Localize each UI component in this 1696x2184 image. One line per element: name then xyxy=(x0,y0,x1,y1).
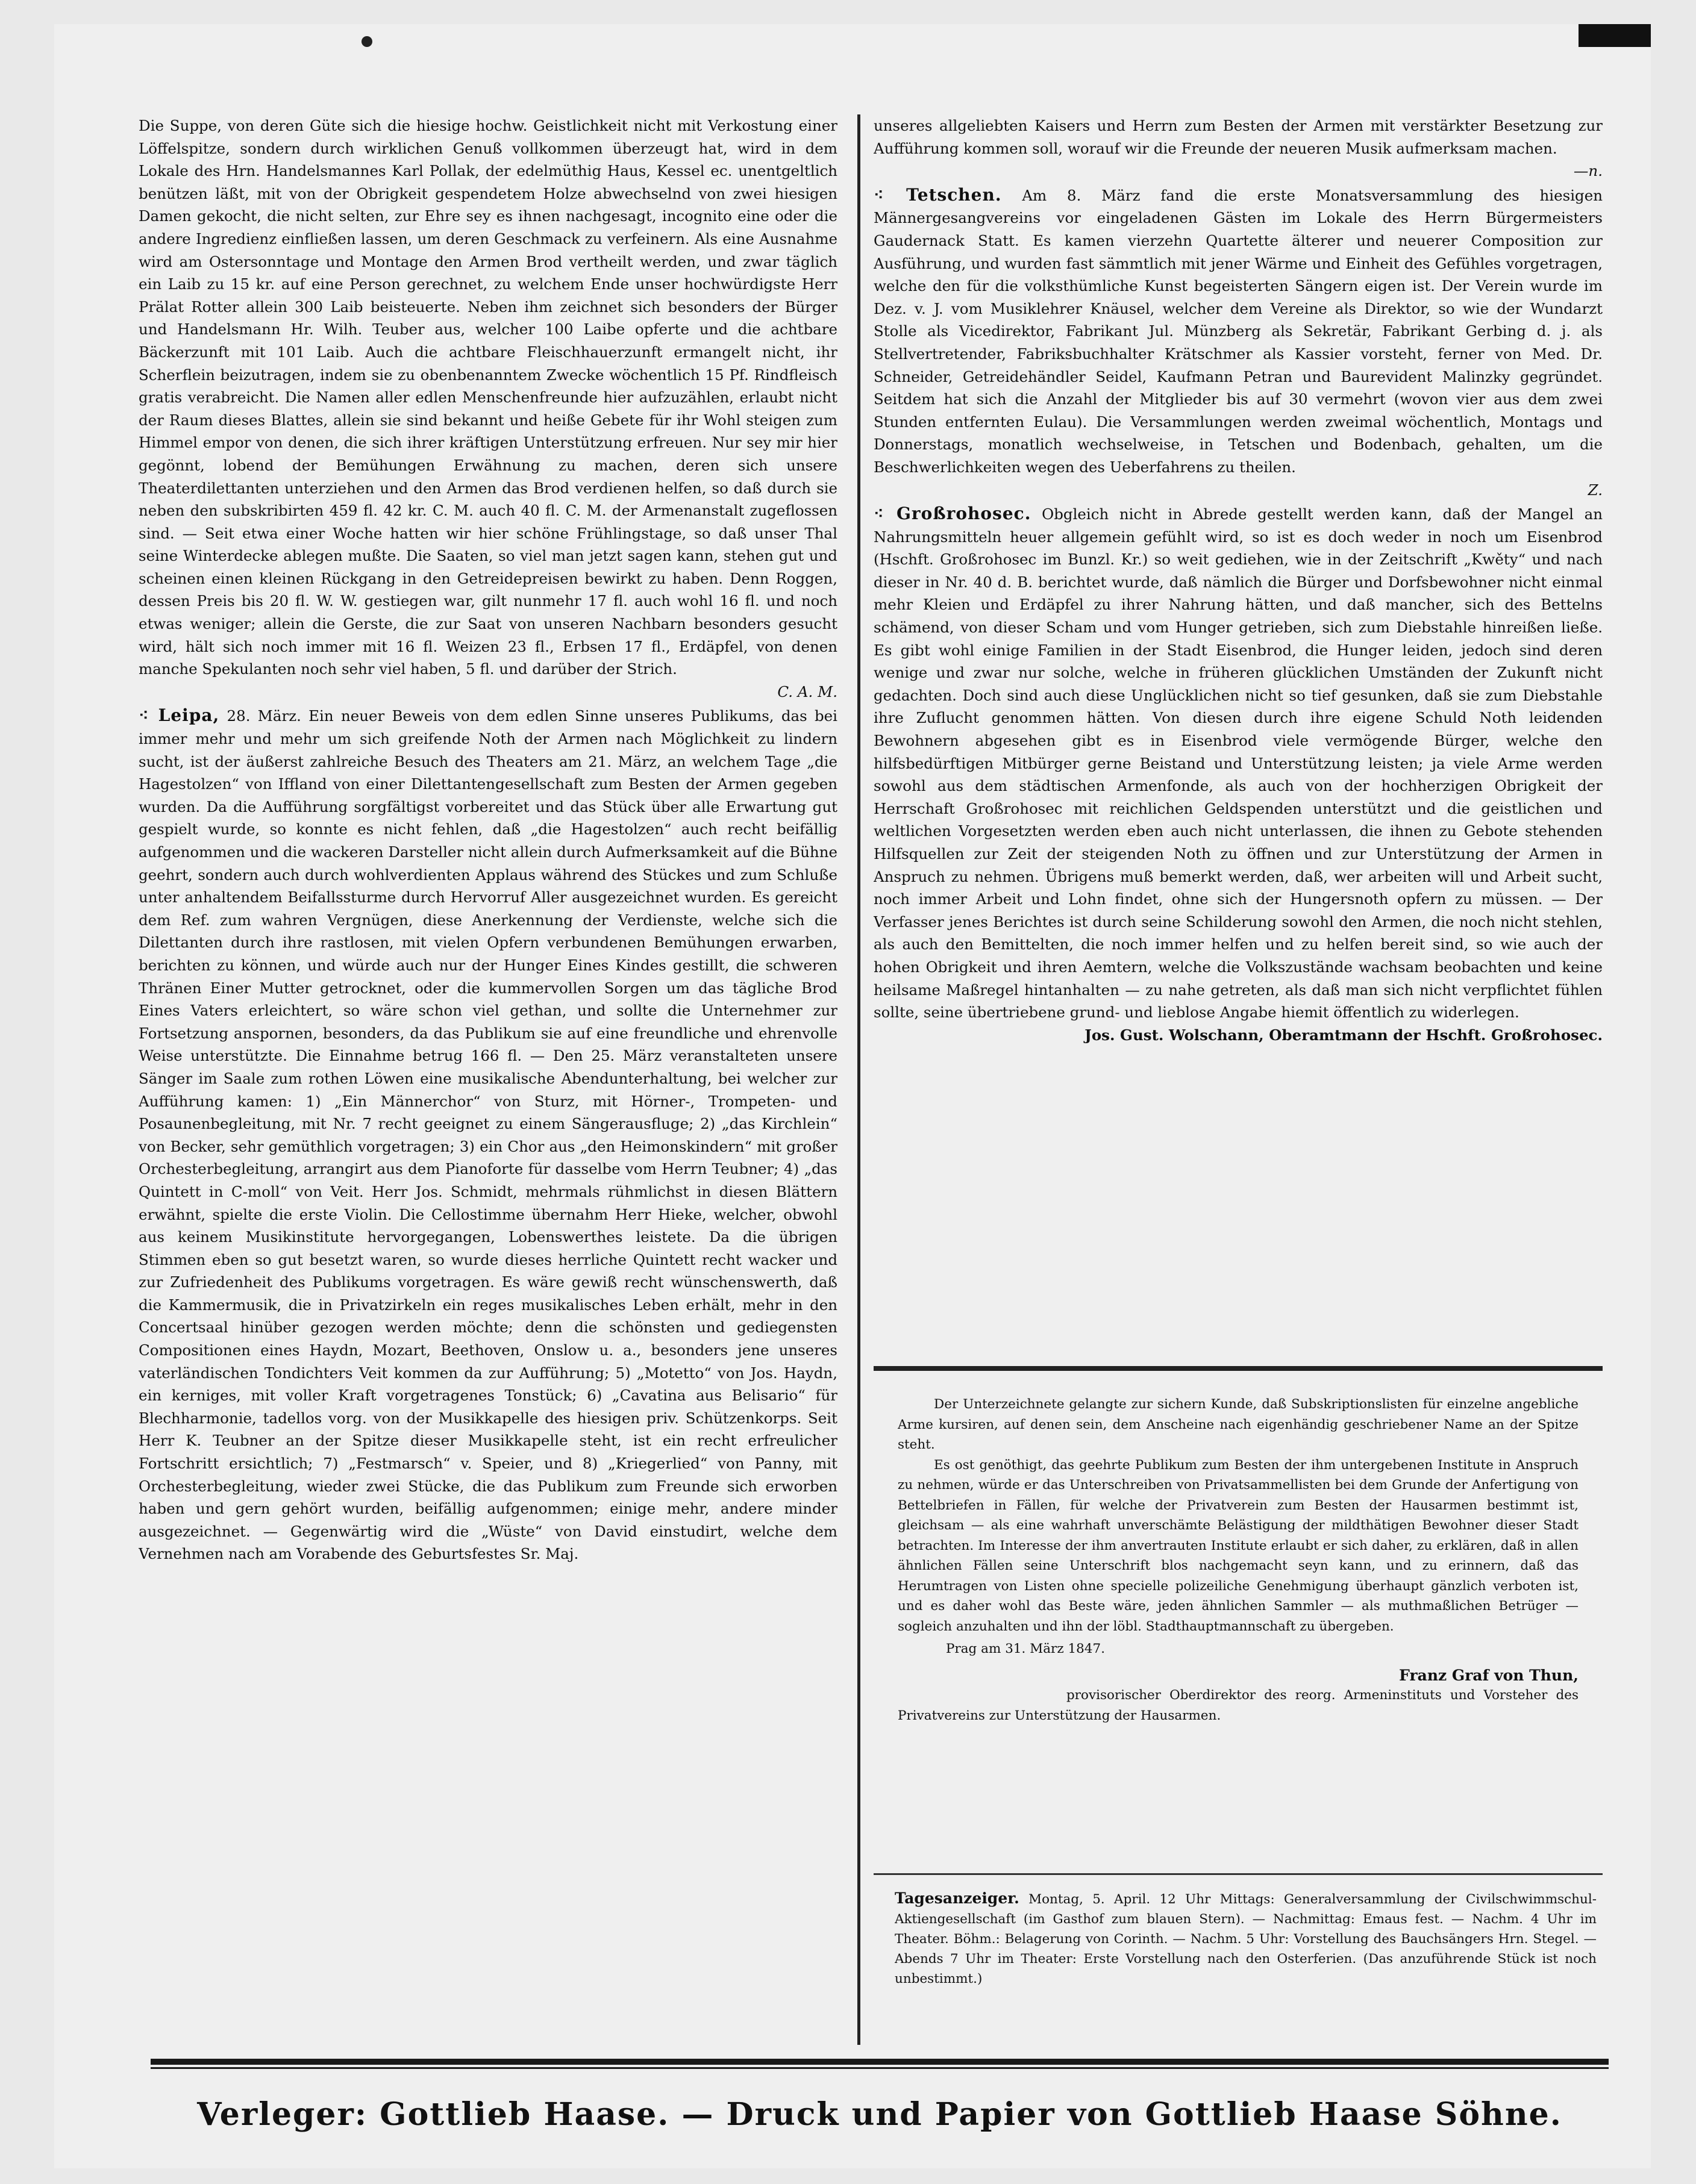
left-column xyxy=(139,114,837,2048)
notice-paragraph: Der Unterzeichnete gelangte zur sichern Kunde, daß Subskriptionslisten für einzelne angebliche Arme kursiren, auf denen sein, dem Anscheine nach eigenhändig geschriebener Name an der Spitze steht. xyxy=(898,1397,1579,1452)
article-paragraph: Die Suppe, von deren Güte sich die hiesige hochw. Geistlichkeit nicht mit Verkostung einer Löffelspitze, sondern durch wirklichen Genuß vollkommen überzeugt hat, wird in dem Lokale des Hrn. Handelsmannes Karl Pollak, der edelmüthig Haus, Kessel ec. unentgeltlich benützen läßt, mit von der Obrigkeit gespendetem Holze abwechselnd von zwei hiesigen Damen gekocht, die nicht selten, zur Ehre sey es ihnen nachgesagt, incognito eine oder die andere Ingredienz einfließen lassen, um deren Geschmack zu verfeinern. Als eine Ausnahme wird am Ostersonntage und Montage den Armen Brod vertheilt werden, und zwar täglich ein Laib zu 15 kr. auf eine Person gerechnet, zu welchem Ende unser hochwürdigste Herr Prälat Rotter allein 300 Laib beisteuerte. Neben ihm zeichnet sich besonders der Bürger und Handelsmann Hr. Wilh. Teuber aus, welcher 100 Laibe opferte und die achtbare Bäckerzunft mit 101 Laib. Auch die achtbare Fleischhauerzunft ermangelt nicht, ihr Scherflein beizutragen, indem sie zu obenbenanntem Zwecke wöchentlich 15 Pf. Rindfleisch gratis verabreicht. Die Namen aller edlen Menschenfreunde hier aufzuzählen, erlaubt nicht der Raum dieses Blattes, allein sie sind bekannt und heiße Gebete für ihr Wohl steigen zum Himmel empor von denen, die sich ihrer kräftigen Unterstützung erfreuen. Nur sey mir hier gegönnt, lobend der Bemühungen Erwähnung zu machen, deren sich unsere Theaterdilettanten unterziehen und den Armen das Brod verdienen helfen, so daß durch sie neben den subskribirten 459 fl. 42 kr. C. M. auch 40 fl. C. M. der Armenanstalt zugeflossen sind. — Seit etwa einer Woche hatten wir hier schöne Frühlingstage, so daß unser Thal seine Winterdecke ablegen mußte. Die Saaten, so viel man jetzt sagen kann, stehen gut und scheinen einen kleinen Rückgang in den Getreidepreisen bewirkt zu haben. Denn Roggen, dessen Preis bis 20 fl. W. W. gestiegen war, gilt nunmehr 17 fl. auch wohl 16 fl. und noch etwas weniger; allein die Gerste, die zur Saat von unseren Nachbarn besonders gesucht wird, hält sich noch immer mit 16 fl. Weizen 23 fl., Erbsen 17 fl., Erdäpfel, von denen manche Spekulanten noch sehr viel haben, 5 fl. und darüber der Strich. xyxy=(139,117,837,678)
footer-rule xyxy=(151,2059,1609,2065)
tagesanzeiger xyxy=(895,1888,1597,2033)
article-signature: Jos. Gust. Wolschann, Oberamtmann der Hschft. Großrohosec. xyxy=(1084,1026,1603,1044)
tagesanzeiger-heading: Tagesanzeiger. xyxy=(895,1889,1019,1907)
section-rule xyxy=(874,1873,1603,1875)
article-continuation xyxy=(874,114,1603,160)
ink-dot xyxy=(361,36,372,47)
article-leipa xyxy=(139,704,837,1565)
right-column xyxy=(874,114,1603,1259)
dateline-place: ⁖ Tetschen. xyxy=(874,184,1002,205)
continuation-text: unseres allgeliebten Kaisers und Herrn zum Besten der Armen mit verstärkter Besetzung zur Aufführung kommen soll, worauf wir die Freunde der neueren Musik aufmerksam machen. xyxy=(874,117,1603,157)
scan-corner-mark xyxy=(1579,24,1651,47)
dateline-place: ⁖ Großrohosec. xyxy=(874,504,1031,524)
dateline-place: ⁖ Leipa, xyxy=(139,705,220,726)
section-rule xyxy=(874,1366,1603,1371)
tagesanzeiger-text: Montag, 5. April. 12 Uhr Mittags: Generalversammlung der Civilschwimmschul-Aktiengesellschaft (im Gasthof zum blauen Stern). — Nachmittag: Emaus fest. — Nachm. 4 Uhr im Theater. Böhm.: Belagerung von Corinth. — Nachm. 5 Uhr: Vorstellung des Bauchsängers Hrn. Stegel. — Abends 7 Uhr im Theater: Erste Vorstellung nach den Osterferien. (Das anzuführende Stück ist noch unbestimmt.) xyxy=(895,1892,1597,1986)
publisher-imprint: Verleger: Gottlieb Haase. — Druck und Papier von Gottlieb Haase Söhne. xyxy=(197,2096,1562,2133)
article-text: Am 8. März fand die erste Monatsversammlung des hiesigen Männergesangvereins vor eingeladenen Gästen im Lokale des Herrn Bürgermeisters Gaudernack Statt. Es kamen vierzehn Quartette älterer und neuerer Composition zur Ausführung, und wurden fast sämmtlich mit jener Wärme und Einheit des Gefühles vorgetragen, welche den für die volksthümliche Kunst begeisterten Sängern eigen ist. Der Verein wurde im Dez. v. J. vom Musiklehrer Knäusel, welcher dem Vereine als Direktor, so wie der Wundarzt Stolle als Vicedirektor, Fabrikant Jul. Münzberg als Sekretär, Fabrikant Gerbing d. j. als Stellvertretender, Fabriksbuchhalter Krätschmer als Kassier vorsteht, ferner von Med. Dr. Schneider, Getreidehändler Seidel, Kaufmann Petran und Baurevident Malinzky gegründet. Seitdem hat sich die Anzahl der Mitglieder bis auf 30 vermehrt (wovon vier aus dem zwei Stunden entfernten Eulau). Die Versammlungen werden zweimal wöchentlich, Montags und Donnerstags, monatlich wechselweise, in Tetschen und Bodenbach, gehalten, um die Beschwerlichkeiten wegen des Ueberfahrens zu theilen. xyxy=(874,186,1603,476)
article-signature: —n. xyxy=(1573,162,1603,180)
official-notice xyxy=(898,1394,1579,1864)
article-signature: C. A. M. xyxy=(777,682,837,700)
article-tetschen xyxy=(874,184,1603,479)
article-signature: Z. xyxy=(1588,481,1603,499)
footer-rule-thin xyxy=(151,2067,1609,2069)
article-text: Obgleich nicht in Abrede gestellt werden kann, daß der Mangel an Nahrungsmitteln heuer allgemein gefühlt wird, so ist es doch weder in noch um Eisenbrod (Hschft. Großrohosec im Bunzl. Kr.) so weit gediehen, wie in der Zeitschrift „Kwěty“ und nach dieser in Nr. 40 d. B. berichtet wurde, daß nämlich die Bürger und Dorfsbewohner nicht einmal mehr Kleien und Erdäpfel zu ihrer Nahrung hätten, und daß mancher, sich des Bettelns schämend, von dieser Scham und vom Hunger getrieben, sich zum Diebstahle hinreißen ließe. Es gibt wohl einige Familien in der Stadt Eisenbrod, die Hunger leiden, jedoch sind deren wenige und zwar nur solche, welche in früheren glücklichen Umständen der Zukunft nicht gedachten. Doch sind auch diese Unglücklichen nicht so tief gesunken, daß sie zum Diebstahle ihre Zuflucht genommen hätten. Von diesen durch ihre eigene Schuld Noth leidenden Bewohnern abgesehen gibt es in Eisenbrod viele vermögende Bürger, welche den hilfsbedürftigen Mitbürger gerne Beistand und Unterstützung leisten; ja viele Arme werden sowohl aus dem städtischen Armenfonde, als auch von der hochherzigen Obrigkeit der Herrschaft Großrohosec mit reichlichen Geldspenden unterstützt und die geistlichen und weltlichen Vorgesetzten werden eben auch nicht unterlassen, die ihnen zu Gebote stehenden Hilfsquellen zur Zeit der steigenden Noth zu öffnen und zur Unterstützung der Armen in Anspruch zu nehmen. Übrigens muß bemerkt werden, daß, wer arbeiten will und Arbeit sucht, noch immer Arbeit und Lohn findet, ohne sich der Hungersnoth opfern zu müssen. — Der Verfasser jenes Berichtes ist durch seine Schilderung sowohl den Armen, die noch nicht stehlen, als auch den Bemittelten, die noch immer helfen und zu helfen bereit sind, so wie auch der hohen Obrigkeit und ihren Aemtern, welche die Volkszustände wachsam beobachten und keine heilsame Maßregel hintanhalten — zu nahe getreten, als daß man sich nicht verpflichtet fühlen sollte, seine übertriebene grund- und lieblose Angabe hiemit öffentlich zu widerlegen. xyxy=(874,505,1603,1022)
notice-paragraph: Es ost genöthigt, das geehrte Publikum zum Besten der ihm untergebenen Institute in Anspruch zu nehmen, würde er das Unterschreiben von Privatsammellisten bei dem Grunde der Anfertigung von Bettelbriefen in Fällen, für welche der Privatverein zum Besten der Hausarmen bestimmt ist, gleichsam — als eine wahrhaft unverschämte Belästigung der mildthätigen Bewohner dieser Stadt betrachten. Im Interesse der ihm anvertrauten Institute erlaubt er sich daher, zu erklären, daß in allen ähnlichen Fällen seine Unterschrift blos nachgemacht seyn kann, und zu erinnern, daß das Herumtragen von Listen ohne specielle polizeiliche Genehmigung überhaupt gänzlich verboten ist, und es daher wohl das Beste wäre, jeden ähnlichen Sammler — als muthmaßlichen Betrüger — sogleich anzuhalten und ihn der löbl. Stadthauptmannschaft zu übergeben. xyxy=(898,1457,1579,1634)
notice-signer: Franz Graf von Thun, xyxy=(1399,1666,1579,1684)
notice-dateline: Prag am 31. März 1847. xyxy=(946,1641,1106,1656)
newspaper-page xyxy=(54,24,1651,2168)
article-grossrohosec xyxy=(874,502,1603,1024)
column-divider xyxy=(857,114,860,2045)
notice-signer-title: provisorischer Oberdirektor des reorg. Armeninstituts und Vorsteher des Privatvereins zur Unterstützung der Hausarmen. xyxy=(898,1688,1579,1723)
article-text: 28. März. Ein neuer Beweis von dem edlen Sinne unseres Publikums, das bei immer mehr und mehr um sich greifende Noth der Armen nach Möglichkeit zu lindern sucht, ist der äußerst zahlreiche Besuch des Theaters am 21. März, an welchem Tage „die Hagestolzen“ von Iffland von einer Dilettantengesellschaft zum Besten der Armen gegeben wurden. Da die Aufführung sorgfältigst vorbereitet und das Stück über alle Erwartung gut gespielt wurde, so konnte es nicht fehlen, daß „die Hagestolzen“ auch recht beifällig aufgenommen und die wackeren Darsteller nicht allein durch Aufmerksamkeit auf die Bühne geehrt, sondern auch durch wohlverdienten Applaus während des Stückes und zum Schluße unter anhaltendem Beifallssturme durch Hervorruf Aller ausgezeichnet wurden. Es gereicht dem Ref. zum wahren Vergnügen, diese Anerkennung der Verdienste, welche sich die Dilettanten durch ihre rastlosen, mit vielen Opfern verbundenen Bemühungen erwarben, berichten zu können, und würde auch nur der Hunger Eines Kindes gestillt, die schweren Thränen Einer Mutter getrocknet, oder die kummervollen Sorgen um das tägliche Brod Eines Vaters erleichtert, so wäre schon viel gethan, und sollte die Unternehmer zur Fortsetzung anspornen, besonders, da das Publikum sie auf eine freundliche und ehrenvolle Weise unterstützte. Die Einnahme betrug 166 fl. — Den 25. März veranstalteten unsere Sänger im Saale zum rothen Löwen eine musikalische Abendunterhaltung, bei welcher zur Aufführung kamen: 1) „Ein Männerchor“ von Sturz, mit Hörner-, Trompeten- und Posaunenbegleitung, mit Nr. 7 recht geeignet zu einem Sängerausfluge; 2) „das Kirchlein“ von Becker, sehr gemüthlich vorgetragen; 3) ein Chor aus „den Heimonskindern“ mit großer Orchesterbegleitung, arrangirt aus dem Pianoforte für dasselbe vom Herrn Teubner; 4) „das Quintett in C-moll“ von Veit. Herr Jos. Schmidt, mehrmals rühmlichst in diesen Blättern erwähnt, spielte die erste Violin. Die Cellostimme übernahm Herr Hieke, welcher, obwohl aus keinem Musikinstitute hervorgegangen, Lobenswerthes leistete. Da die übrigen Stimmen eben so gut besetzt waren, so wurde dieses herrliche Quintett recht wacker und zur Zufriedenheit des Publikums vorgetragen. Es wäre gewiß recht wünschenswerth, daß die Kammermusik, die in Privatzirkeln ein reges musikalisches Leben erhält, mehr in den Concertsaal hinüber gezogen werden möchte; denn die schönsten und gediegensten Compositionen eines Haydn, Mozart, Beethoven, Onslow u. a., besonders jene unseres vaterländischen Tondichters Veit kommen da zur Aufführung; 5) „Motetto“ von Jos. Haydn, ein kerniges, mit voller Kraft vorgetragenes Tonstück; 6) „Cavatina aus Belisario“ für Blechharmonie, tadellos vorg. von der Musikkapelle des hiesigen priv. Schützenkorps. Seit Herr K. Teubner an der Spitze dieser Musikkapelle steht, ist ein recht erfreulicher Fortschritt ersichtlich; 7) „Festmarsch“ v. Speier, und 8) „Kriegerlied“ von Panny, mit Orchesterbegleitung, wieder zwei Stücke, die das Publikum zum Freunde sich erworben haben und gern gehört wurden, beifällig aufgenommen; einige mehr, andere minder ausgezeichnet. — Gegenwärtig wird die „Wüste“ von David einstudirt, welche dem Vernehmen nach am Vorabende des Geburtsfestes Sr. Maj. xyxy=(139,707,837,1563)
